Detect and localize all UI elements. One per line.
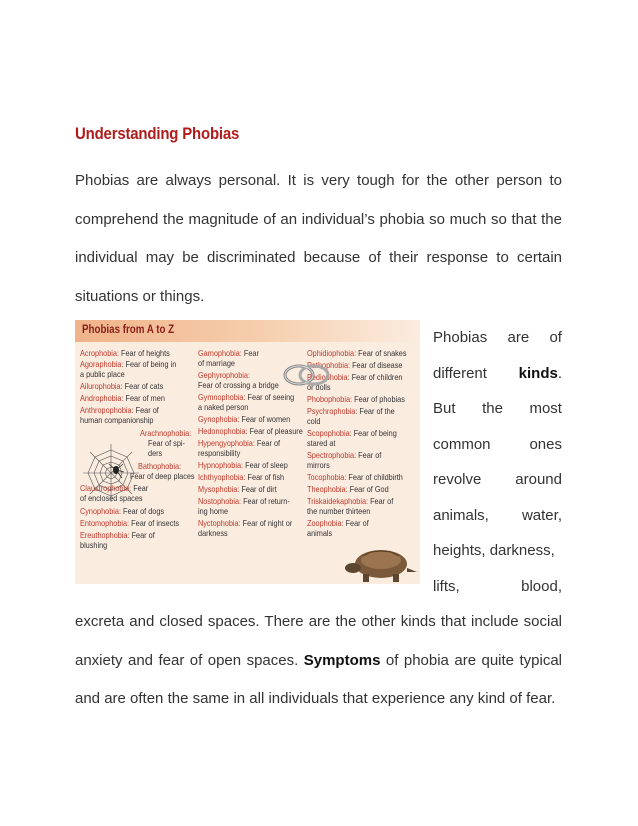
- phobia-description: a naked person: [198, 402, 249, 412]
- phobia-entry: [307, 472, 403, 482]
- phobia-entry: [307, 416, 320, 426]
- phobia-description: Fear of crossing a bridge: [198, 380, 279, 390]
- phobia-description: Fear of children: [349, 372, 403, 382]
- phobia-term: Nyctophobia:: [198, 518, 241, 528]
- phobia-entry: [80, 348, 170, 358]
- phobia-entry: [307, 406, 395, 416]
- phobia-entry: [148, 438, 185, 448]
- phobia-description: a public place: [80, 369, 125, 379]
- phobia-term: Hypnophobia:: [198, 460, 244, 470]
- phobia-description: Fear of God: [347, 484, 389, 494]
- turtle-icon: [341, 542, 420, 584]
- phobia-description: cold: [307, 416, 321, 426]
- spider-web-icon: [81, 442, 141, 504]
- side-text-line: [433, 498, 562, 534]
- side-text-line: [433, 356, 562, 392]
- phobia-term: Pediophobia:: [307, 372, 350, 382]
- phobias-a-to-z-figure: [75, 320, 420, 584]
- phobia-description: Fear of seeing: [245, 392, 295, 402]
- side-text-word: ones: [529, 435, 562, 453]
- phobia-term: Nostophobia:: [198, 496, 242, 506]
- phobia-entry: [198, 392, 294, 402]
- phobia-entry: [80, 530, 155, 540]
- phobia-description: the number thirteen: [307, 506, 371, 516]
- side-paragraph: [433, 320, 562, 604]
- phobia-description: stared at: [307, 438, 336, 448]
- phobia-term: Arachnophobia:: [140, 428, 192, 438]
- phobia-description: Fear of spi-: [148, 438, 185, 448]
- figure-title-bar: [75, 320, 420, 342]
- phobia-entry: [80, 359, 176, 369]
- side-text-word: But: [433, 400, 456, 417]
- phobia-entry: [80, 381, 163, 391]
- phobia-entry: [80, 405, 159, 415]
- phobia-term: Scopophobia:: [307, 428, 352, 438]
- phobia-description: responsibility: [198, 448, 241, 458]
- phobia-entry: [80, 393, 165, 403]
- phobia-description: Fear of: [343, 518, 369, 528]
- phobia-term: Gephyrophobia:: [198, 370, 250, 380]
- phobia-description: Fear of: [254, 438, 281, 448]
- phobia-description: Fear of: [356, 450, 382, 460]
- side-text-word: animals,: [433, 506, 489, 524]
- phobia-term: Claustrophobia:: [80, 483, 132, 493]
- phobia-description: Fear of: [368, 496, 394, 506]
- phobia-term: Gynophobia:: [198, 414, 240, 424]
- phobia-entry: [198, 518, 292, 528]
- phobia-term: Pathophobia:: [307, 360, 351, 370]
- phobia-entry: [307, 484, 389, 494]
- phobia-term: Acrophobia:: [80, 348, 119, 358]
- phobia-entry: [148, 448, 162, 458]
- phobia-term: Ereuthophobia:: [80, 530, 130, 540]
- phobia-description: Fear: [131, 483, 149, 493]
- phobia-description: Fear of insects: [129, 518, 180, 528]
- side-text-word: heights, darkness,: [433, 542, 555, 559]
- phobia-entry: [198, 438, 280, 448]
- phobia-term: Ophidiophobia:: [307, 348, 357, 358]
- side-text-line: [433, 391, 562, 427]
- phobia-description: Fear: [241, 348, 259, 358]
- side-text-word: lifts,: [433, 577, 460, 595]
- phobia-entry: [140, 428, 191, 438]
- side-text-word: Phobias: [433, 329, 488, 346]
- phobia-description: Fear of heights: [118, 348, 170, 358]
- phobia-description: Fear of: [133, 405, 159, 415]
- phobia-term: Hypengyophobia:: [198, 438, 255, 448]
- closing-text-start: excreta and closed spaces. There are the other kinds that include social anxiety and fear of open spaces.: [75, 613, 562, 669]
- side-text-word: around: [515, 471, 562, 488]
- phobia-description: Fear of disease: [350, 360, 403, 370]
- side-text-line: [433, 533, 562, 569]
- phobia-entry: [198, 484, 277, 494]
- phobia-term: Tocophobia:: [307, 472, 347, 482]
- side-text-line: [433, 462, 562, 498]
- phobia-entry: [198, 358, 235, 368]
- phobia-entry: [307, 428, 397, 438]
- phobia-term: Theophobia:: [307, 484, 348, 494]
- phobia-description: Fear of sleep: [243, 460, 288, 470]
- intro-paragraph: Phobias are always personal. It is very tough for the other person to comprehend the magnitude of an individual’s phobia so much so that the individual may be discriminated because of their response to certain situations or things.: [75, 172, 562, 305]
- phobia-description: Fear of women: [239, 414, 291, 424]
- phobia-description: Fear of childbirth: [346, 472, 403, 482]
- phobia-entry: [198, 448, 240, 458]
- side-text-word: most: [529, 400, 562, 417]
- phobia-entry: [198, 506, 228, 516]
- phobia-description: Fear of fish: [245, 472, 285, 482]
- phobia-term: Androphobia:: [80, 393, 124, 403]
- phobia-term: Gamophobia:: [198, 348, 242, 358]
- phobia-description: blushing: [80, 540, 108, 550]
- phobia-entry: [198, 402, 248, 412]
- side-text-word: revolve: [433, 471, 482, 488]
- phobia-description: mirrors: [307, 460, 330, 470]
- side-text-word: water,: [521, 506, 562, 524]
- phobia-description: animals: [307, 528, 333, 538]
- phobia-term: Triskaidekaphobia:: [307, 496, 369, 506]
- phobia-description: Fear of: [129, 530, 155, 540]
- phobia-entry: [307, 348, 407, 358]
- section-heading: Understanding Phobias: [75, 124, 240, 143]
- phobia-description: Fear of the: [357, 406, 395, 416]
- phobia-entry: [307, 496, 393, 506]
- phobia-term: Psychrophobia:: [307, 406, 358, 416]
- phobia-entry: [198, 496, 290, 506]
- phobia-entry: [80, 506, 164, 516]
- phobia-entry: [198, 426, 303, 436]
- symptoms-bold-term: Symptoms: [303, 651, 381, 669]
- side-text-line: [433, 427, 562, 463]
- side-text-word: are: [507, 329, 530, 346]
- closing-paragraph: [75, 603, 562, 719]
- phobia-description: Fear of phobias: [352, 394, 405, 404]
- phobia-description: Fear of being in: [123, 359, 177, 369]
- phobia-entry: [307, 518, 369, 528]
- phobia-entry: [80, 415, 154, 425]
- side-text-line: [433, 320, 562, 356]
- phobia-entry: [307, 528, 332, 538]
- phobia-description: Fear of night or: [240, 518, 293, 528]
- phobia-entry: [198, 380, 279, 390]
- phobia-description: Fear of being: [351, 428, 397, 438]
- phobia-entry: [80, 518, 179, 528]
- phobia-description: Fear of return-: [241, 496, 290, 506]
- phobia-entry: [198, 460, 288, 470]
- phobia-description: Fear of dirt: [239, 484, 277, 494]
- phobia-term: Bathophobia:: [138, 461, 182, 471]
- phobia-description: of marriage: [198, 358, 235, 368]
- phobia-entry: [198, 414, 290, 424]
- phobia-entry: [307, 506, 370, 516]
- phobia-entry: [307, 394, 405, 404]
- phobia-entry: [198, 370, 250, 380]
- phobia-description: Fear of cats: [122, 381, 164, 391]
- phobia-entry: [138, 461, 181, 471]
- figure-title: Phobias from A to Z: [82, 324, 175, 336]
- phobia-entry: [307, 450, 381, 460]
- phobia-term: Mysophobia:: [198, 484, 240, 494]
- phobia-description: Fear of deep places: [130, 471, 195, 481]
- phobia-term: Cynophobia:: [80, 506, 122, 516]
- side-text-word: the: [482, 400, 503, 417]
- closing-text-end: of phobia are quite typical and are often the same in all individuals that experience any kind of fear.: [75, 651, 562, 707]
- phobia-term: Spectrophobia:: [307, 450, 357, 460]
- phobia-term: Ichthyophobia:: [198, 472, 246, 482]
- phobia-term: Zoophobia:: [307, 518, 344, 528]
- phobia-term: Anthropophobia:: [80, 405, 134, 415]
- side-text-line: [433, 569, 562, 605]
- phobia-term: Entomophobia:: [80, 518, 130, 528]
- phobia-description: Fear of men: [123, 393, 165, 403]
- phobia-entry: [80, 369, 125, 379]
- phobia-description: ders: [148, 448, 163, 458]
- phobia-term: Hedonophobia:: [198, 426, 248, 436]
- side-text-word: kinds.: [518, 364, 562, 382]
- phobia-description: of enclosed spaces: [80, 493, 143, 503]
- phobia-entry: [80, 540, 107, 550]
- phobia-entry: [198, 472, 284, 482]
- phobia-description: or dolls: [307, 382, 331, 392]
- phobia-description: Fear of dogs: [121, 506, 165, 516]
- phobia-entry: [307, 438, 335, 448]
- phobia-entry: [198, 528, 228, 538]
- phobia-term: Ailurophobia:: [80, 381, 123, 391]
- phobia-description: ing home: [198, 506, 229, 516]
- wedding-rings-icon: [281, 360, 333, 390]
- side-text-word: of: [549, 329, 562, 346]
- phobia-term: Phobophobia:: [307, 394, 353, 404]
- phobia-description: human companionship: [80, 415, 154, 425]
- phobia-entry: [307, 460, 330, 470]
- phobia-description: Fear of snakes: [356, 348, 407, 358]
- side-text-word: blood,: [521, 577, 562, 595]
- phobia-description: darkness: [198, 528, 228, 538]
- side-text-word: common: [433, 435, 491, 453]
- side-text-word: different: [433, 364, 487, 382]
- phobia-description: Fear of pleasure: [247, 426, 303, 436]
- phobia-entry: [198, 348, 259, 358]
- phobia-term: Agoraphobia:: [80, 359, 124, 369]
- phobia-term: Gymnophobia:: [198, 392, 246, 402]
